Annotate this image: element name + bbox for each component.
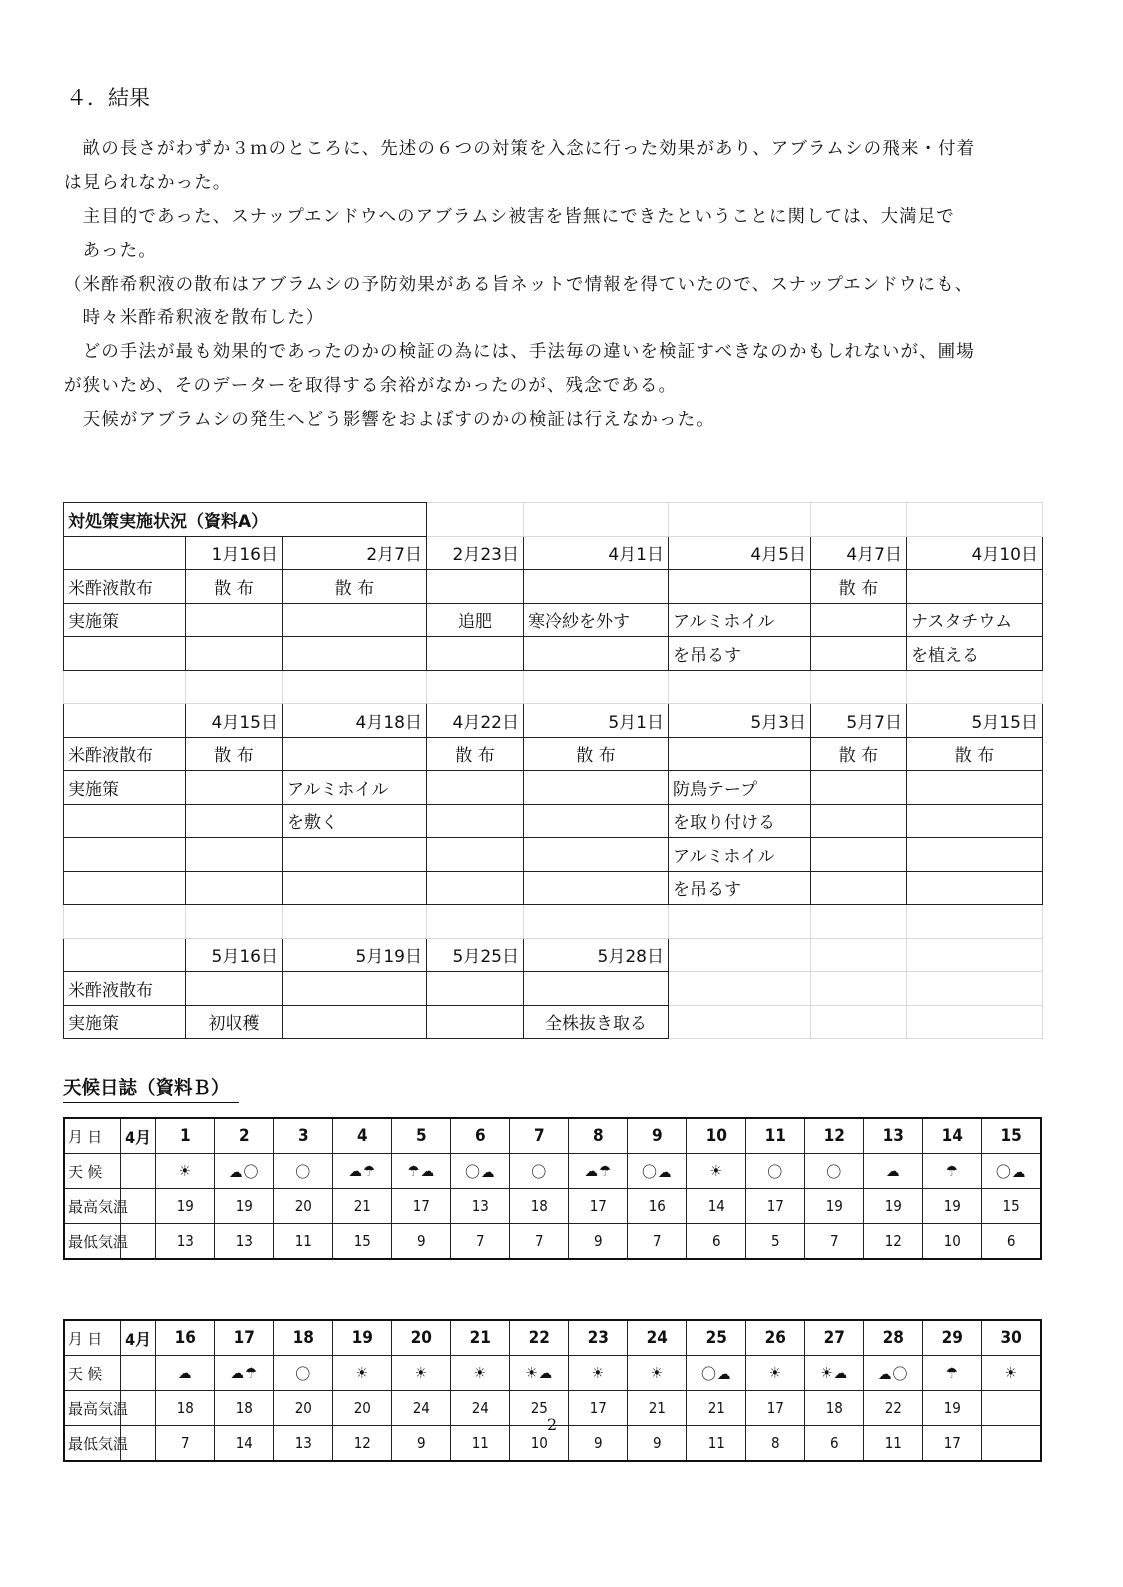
weather-icons: ☁ (156, 1356, 215, 1391)
empty-cell (524, 670, 669, 704)
high-temp-cell: 20 (274, 1189, 333, 1224)
weather-icons: ☀ (628, 1356, 687, 1391)
date-cell: 2月23日 (427, 536, 524, 570)
row-label-weather: 天 候 (64, 1356, 120, 1391)
paragraph-line: どの手法が最も効果的であったのかの検証の為には、手法毎の違いを検証すべきなのかもしれないが、圃場 (64, 342, 975, 362)
empty-cell (811, 972, 907, 1006)
empty-cell (283, 905, 427, 939)
empty-cell (811, 905, 907, 939)
spray-row (64, 570, 1043, 604)
high-temp-cell: 19 (156, 1189, 215, 1224)
high-temp-cell: 24 (451, 1391, 510, 1426)
measure-cell (811, 871, 907, 905)
low-temp-cell: 6 (805, 1426, 864, 1462)
weather-icons: 〇 (805, 1154, 864, 1189)
measure-cell (186, 637, 283, 671)
empty-cell (283, 670, 427, 704)
low-temp-cell: 13 (156, 1224, 215, 1260)
low-temp-cell: 7 (628, 1224, 687, 1260)
high-temp-cell: 25 (510, 1391, 569, 1426)
day-cell: 21 (451, 1320, 510, 1356)
empty-cell (669, 938, 811, 972)
weather-table-2 (63, 1319, 1042, 1462)
measure-cell: 防鳥テープ (669, 771, 811, 805)
table-title: 対処策実施状況（資料A） (64, 503, 427, 537)
measure-cell: ナスタチウム (907, 603, 1043, 637)
day-cell: 14 (923, 1118, 982, 1154)
day-cell: 23 (569, 1320, 628, 1356)
weather-icons: ☁☂ (215, 1356, 274, 1391)
row-label-weather: 天 候 (64, 1154, 120, 1189)
measure-cell: を吊るす (669, 637, 811, 671)
date-cell: 2月7日 (283, 536, 427, 570)
date-cell: 4月1日 (524, 536, 669, 570)
empty-cell (811, 503, 907, 537)
empty-cell (907, 503, 1043, 537)
high-temp-cell (982, 1391, 1041, 1426)
measure-cell (427, 771, 524, 805)
spray-cell: 散 布 (186, 570, 283, 604)
high-temp-cell: 20 (274, 1391, 333, 1426)
measure-cell (427, 871, 524, 905)
measure-cell: 初収穫 (186, 1005, 283, 1039)
low-temp-cell: 6 (982, 1224, 1041, 1260)
low-temp-cell: 10 (510, 1426, 569, 1462)
measure-cell (907, 871, 1043, 905)
measure-cell: アルミホイル (283, 771, 427, 805)
weather-icons: 〇 (274, 1356, 333, 1391)
measure-row (64, 1005, 1043, 1039)
date-cell: 4月7日 (811, 536, 907, 570)
high-temp-cell: 21 (628, 1391, 687, 1426)
title-row (64, 503, 1043, 537)
empty-cell (64, 704, 186, 738)
low-temp-cell: 11 (274, 1224, 333, 1260)
weather-icons: ☀ (156, 1154, 215, 1189)
row-label-low: 最低気温 (64, 1426, 120, 1462)
high-temp-cell: 15 (982, 1189, 1041, 1224)
weather-icons: 〇☁ (628, 1154, 687, 1189)
high-temp-cell: 21 (687, 1391, 746, 1426)
high-temp-cell: 17 (392, 1189, 451, 1224)
measure-cell: アルミホイル (669, 838, 811, 872)
low-temp-cell: 11 (451, 1426, 510, 1462)
empty-cell (64, 871, 186, 905)
day-cell: 9 (628, 1118, 687, 1154)
empty-cell (64, 536, 186, 570)
measure-cell (524, 637, 669, 671)
empty-cell (120, 1356, 155, 1391)
row-label-measure: 実施策 (64, 1005, 186, 1039)
paragraph-line: （米酢希釈液の散布はアブラムシの予防効果がある旨ネットで情報を得ていたので、スナップエンドウにも、 (64, 275, 974, 295)
low-temp-cell: 8 (746, 1426, 805, 1462)
spray-row (64, 972, 1043, 1006)
spray-row (64, 737, 1043, 771)
low-temp-cell: 7 (156, 1426, 215, 1462)
weather-icons: ☁〇 (864, 1356, 923, 1391)
paragraph-line: 畝の長さがわずか３ｍのところに、先述の６つの対策を入念に行った効果があり、アブラムシの飛来・付着 (64, 139, 976, 159)
high-temp-cell: 19 (864, 1189, 923, 1224)
low-temp-cell: 12 (864, 1224, 923, 1260)
row-label-high: 最高気温 (64, 1391, 120, 1426)
measure-row (64, 771, 1043, 805)
measure-cell (811, 771, 907, 805)
weather-icons: ☀ (687, 1154, 746, 1189)
date-cell: 5月1日 (524, 704, 669, 738)
day-cell: 8 (569, 1118, 628, 1154)
day-cell: 6 (451, 1118, 510, 1154)
spray-cell: 散 布 (811, 737, 907, 771)
high-temp-cell: 21 (333, 1189, 392, 1224)
empty-cell (186, 905, 283, 939)
empty-cell (907, 905, 1043, 939)
day-cell: 19 (333, 1320, 392, 1356)
row-label-date: 月 日 (64, 1320, 120, 1356)
measure-cell (907, 804, 1043, 838)
low-temp-cell: 15 (333, 1224, 392, 1260)
low-temp-cell: 5 (746, 1224, 805, 1260)
row-label-spray: 米酢液散布 (64, 570, 186, 604)
empty-cell (907, 938, 1043, 972)
measure-cell (186, 603, 283, 637)
spray-cell (669, 570, 811, 604)
empty-cell (186, 670, 283, 704)
day-cell: 29 (923, 1320, 982, 1356)
low-temp-cell: 9 (392, 1426, 451, 1462)
weather-icons: 〇☁ (451, 1154, 510, 1189)
date-cell: 5月19日 (283, 938, 427, 972)
empty-cell (811, 670, 907, 704)
high-temp-cell: 17 (746, 1189, 805, 1224)
empty-cell (427, 670, 524, 704)
high-temp-cell: 19 (923, 1189, 982, 1224)
empty-cell (669, 1005, 811, 1039)
weather-icons: ☀ (333, 1356, 392, 1391)
day-cell: 28 (864, 1320, 923, 1356)
date-cell: 4月5日 (669, 536, 811, 570)
date-row (64, 1320, 1041, 1356)
spray-cell (186, 972, 283, 1006)
row-label-spray: 米酢液散布 (64, 972, 186, 1006)
spacer-row (64, 670, 1043, 704)
weather-row (64, 1154, 1041, 1189)
date-cell: 5月15日 (907, 704, 1043, 738)
empty-cell (64, 838, 186, 872)
weather-icons: ☀☁ (510, 1356, 569, 1391)
weather-icons: ☂ (923, 1356, 982, 1391)
day-cell: 12 (805, 1118, 864, 1154)
spray-cell (427, 570, 524, 604)
spray-cell (524, 972, 669, 1006)
weather-icons: ☂☁ (392, 1154, 451, 1189)
date-cell: 4月18日 (283, 704, 427, 738)
low-temp-cell: 13 (274, 1426, 333, 1462)
weather-icons: ☀☁ (805, 1356, 864, 1391)
empty-cell (524, 905, 669, 939)
weather-icons: ☁☂ (333, 1154, 392, 1189)
measure-cell (811, 804, 907, 838)
measure-cell (283, 1005, 427, 1039)
date-cell: 1月16日 (186, 536, 283, 570)
row-label-measure: 実施策 (64, 603, 186, 637)
low-temp-cell: 9 (628, 1426, 687, 1462)
weather-icons: 〇☁ (982, 1154, 1041, 1189)
measure-cell: を吊るす (669, 871, 811, 905)
paragraph-line: 時々米酢希釈液を散布した） (64, 308, 325, 328)
empty-cell (64, 905, 186, 939)
spray-cell: 散 布 (524, 737, 669, 771)
low-temp-cell: 7 (805, 1224, 864, 1260)
date-cell: 5月7日 (811, 704, 907, 738)
low-temp-cell: 10 (923, 1224, 982, 1260)
date-row (64, 1118, 1041, 1154)
low-temp-cell: 12 (333, 1426, 392, 1462)
empty-cell (669, 670, 811, 704)
day-cell: 2 (215, 1118, 274, 1154)
weather-row (64, 1356, 1041, 1391)
date-cell: 5月3日 (669, 704, 811, 738)
day-cell: 26 (746, 1320, 805, 1356)
measure-cell: アルミホイル (669, 603, 811, 637)
measure-cell (524, 771, 669, 805)
measure-cell (427, 1005, 524, 1039)
day-cell: 3 (274, 1118, 333, 1154)
paragraph-line: 主目的であった、スナップエンドウへのアブラムシ被害を皆無にできたということに関しては、大満足で (64, 207, 955, 227)
measure-cell: 追肥 (427, 603, 524, 637)
measure-cell: を取り付ける (669, 804, 811, 838)
low-temp-cell: 11 (687, 1426, 746, 1462)
day-cell: 16 (156, 1320, 215, 1356)
high-temp-cell: 19 (805, 1189, 864, 1224)
low-temp-cell: 9 (569, 1426, 628, 1462)
paragraph-line: あった。 (64, 241, 157, 261)
measure-cell (427, 804, 524, 838)
day-cell: 27 (805, 1320, 864, 1356)
high-temp-cell: 19 (215, 1189, 274, 1224)
low-temp-cell: 11 (864, 1426, 923, 1462)
spray-cell (283, 737, 427, 771)
date-row (64, 938, 1043, 972)
empty-cell (669, 905, 811, 939)
weather-icons: ☀ (569, 1356, 628, 1391)
high-temp-cell: 18 (510, 1189, 569, 1224)
high-temp-cell: 17 (569, 1391, 628, 1426)
paragraph-line: は見られなかった。 (64, 173, 232, 193)
measure-cell (186, 771, 283, 805)
date-cell: 5月16日 (186, 938, 283, 972)
measure-cell (811, 603, 907, 637)
empty-cell (427, 905, 524, 939)
day-cell: 15 (982, 1118, 1041, 1154)
day-cell: 11 (746, 1118, 805, 1154)
high-temp-cell: 20 (333, 1391, 392, 1426)
measure-cell (283, 637, 427, 671)
date-cell: 4月10日 (907, 536, 1043, 570)
date-cell: 4月22日 (427, 704, 524, 738)
day-cell: 7 (510, 1118, 569, 1154)
empty-cell (524, 503, 669, 537)
measure-cell (427, 838, 524, 872)
measure-cell (811, 637, 907, 671)
spacer-row (64, 905, 1043, 939)
weather-icons: 〇 (510, 1154, 569, 1189)
weather-icons: ☀ (451, 1356, 510, 1391)
empty-cell (669, 503, 811, 537)
empty-cell (907, 1005, 1043, 1039)
row-label-high: 最高気温 (64, 1189, 120, 1224)
high-temp-cell: 14 (687, 1189, 746, 1224)
date-cell: 5月28日 (524, 938, 669, 972)
weather-icons: 〇 (746, 1154, 805, 1189)
weather-icons: ☂ (923, 1154, 982, 1189)
measure-cell (524, 838, 669, 872)
day-cell: 18 (274, 1320, 333, 1356)
weather-table-1 (63, 1117, 1042, 1260)
measure-cell (524, 804, 669, 838)
low-temp-cell: 7 (451, 1224, 510, 1260)
empty-cell (811, 938, 907, 972)
spray-cell: 散 布 (427, 737, 524, 771)
spray-cell: 散 布 (811, 570, 907, 604)
date-row (64, 704, 1043, 738)
day-cell: 10 (687, 1118, 746, 1154)
measure-cell: 全株抜き取る (524, 1005, 669, 1039)
high-temp-cell: 17 (569, 1189, 628, 1224)
row-label-measure: 実施策 (64, 771, 186, 805)
weather-icons: 〇 (274, 1154, 333, 1189)
measure-cell (283, 838, 427, 872)
day-cell: 25 (687, 1320, 746, 1356)
day-cell: 20 (392, 1320, 451, 1356)
day-cell: 22 (510, 1320, 569, 1356)
date-cell: 4月15日 (186, 704, 283, 738)
weather-icons: ☁〇 (215, 1154, 274, 1189)
spray-cell (524, 570, 669, 604)
measure-row (64, 603, 1043, 637)
empty-cell (64, 804, 186, 838)
measure-row (64, 637, 1043, 671)
high-temp-cell: 17 (746, 1391, 805, 1426)
empty-cell (64, 670, 186, 704)
weather-icons: ☁ (864, 1154, 923, 1189)
measure-cell (427, 637, 524, 671)
high-temp-cell: 13 (451, 1189, 510, 1224)
measure-cell (186, 804, 283, 838)
empty-cell (427, 503, 524, 537)
spray-cell (907, 570, 1043, 604)
measure-cell (524, 871, 669, 905)
row-label-low: 最低気温 (64, 1224, 120, 1260)
section-heading: ４．結果 (66, 86, 150, 110)
measure-cell (811, 838, 907, 872)
day-cell: 5 (392, 1118, 451, 1154)
weather-icons: ☀ (746, 1356, 805, 1391)
spray-cell: 散 布 (186, 737, 283, 771)
high-temp-cell: 18 (156, 1391, 215, 1426)
measure-row (64, 804, 1043, 838)
empty-cell (907, 670, 1043, 704)
spray-cell: 散 布 (283, 570, 427, 604)
page-number: 2 (547, 1415, 558, 1434)
weather-icons: ☁☂ (569, 1154, 628, 1189)
measure-cell: 寒冷紗を外す (524, 603, 669, 637)
date-row (64, 536, 1043, 570)
weather-icons: ☀ (982, 1356, 1041, 1391)
date-cell: 5月25日 (427, 938, 524, 972)
empty-cell (811, 1005, 907, 1039)
weather-icons: ☀ (392, 1356, 451, 1391)
measure-row (64, 838, 1043, 872)
measure-cell (283, 871, 427, 905)
spray-cell (427, 972, 524, 1006)
month-cell: 4月 (120, 1118, 155, 1154)
low-temp-cell (982, 1426, 1041, 1462)
low-temp-cell: 7 (510, 1224, 569, 1260)
high-temp-cell: 22 (864, 1391, 923, 1426)
measure-cell: を植える (907, 637, 1043, 671)
row-label-date: 月 日 (64, 1118, 120, 1154)
high-temp-cell: 16 (628, 1189, 687, 1224)
spray-cell (283, 972, 427, 1006)
weather-icons: 〇☁ (687, 1356, 746, 1391)
empty-cell (907, 972, 1043, 1006)
spray-cell: 散 布 (907, 737, 1043, 771)
high-row (64, 1189, 1041, 1224)
low-temp-cell: 17 (923, 1426, 982, 1462)
measure-cell (186, 838, 283, 872)
high-temp-cell: 19 (923, 1391, 982, 1426)
measure-cell (907, 771, 1043, 805)
low-temp-cell: 9 (392, 1224, 451, 1260)
measure-cell (283, 603, 427, 637)
empty-cell (669, 972, 811, 1006)
high-temp-cell: 18 (215, 1391, 274, 1426)
low-temp-cell: 9 (569, 1224, 628, 1260)
empty-cell (120, 1154, 155, 1189)
empty-cell (64, 637, 186, 671)
measure-cell (907, 838, 1043, 872)
paragraph-line: 天候がアブラムシの発生へどう影響をおよぼすのかの検証は行えなかった。 (64, 410, 715, 430)
day-cell: 17 (215, 1320, 274, 1356)
paragraph-line: が狭いため、そのデーターを取得する余裕がなかったのが、残念である。 (64, 376, 678, 396)
low-temp-cell: 14 (215, 1426, 274, 1462)
row-label-spray: 米酢液散布 (64, 737, 186, 771)
day-cell: 24 (628, 1320, 687, 1356)
high-temp-cell: 18 (805, 1391, 864, 1426)
measure-cell: を敷く (283, 804, 427, 838)
spray-cell (669, 737, 811, 771)
high-temp-cell: 24 (392, 1391, 451, 1426)
empty-cell (64, 938, 186, 972)
day-cell: 1 (156, 1118, 215, 1154)
weather-log-title: 天候日誌（資料Ｂ） (63, 1074, 239, 1103)
month-cell: 4月 (120, 1320, 155, 1356)
day-cell: 13 (864, 1118, 923, 1154)
low-row (64, 1224, 1041, 1260)
measure-cell (186, 871, 283, 905)
low-temp-cell: 13 (215, 1224, 274, 1260)
measures-table (63, 502, 1043, 1039)
measure-row (64, 871, 1043, 905)
low-temp-cell: 6 (687, 1224, 746, 1260)
day-cell: 4 (333, 1118, 392, 1154)
day-cell: 30 (982, 1320, 1041, 1356)
